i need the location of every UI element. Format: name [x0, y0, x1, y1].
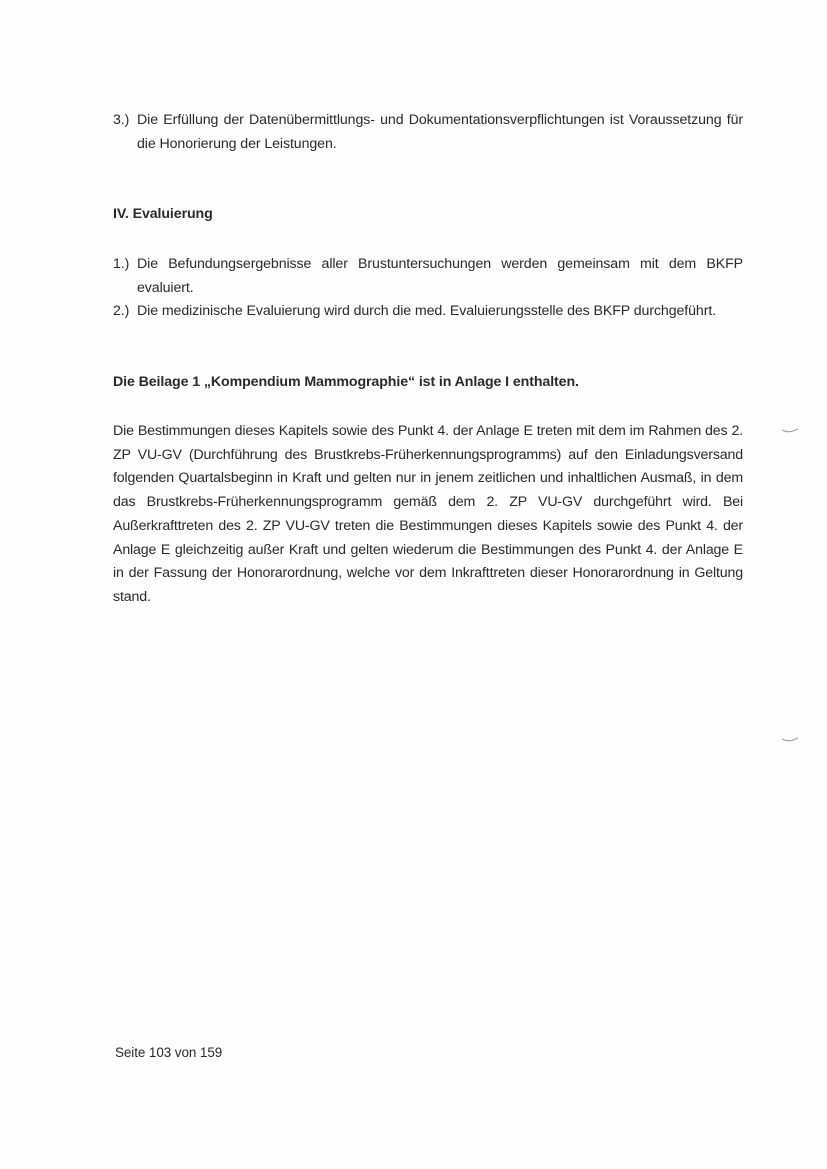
item-3-number: 3.) — [113, 112, 130, 128]
item-2-number: 2.) — [113, 303, 130, 319]
scan-mark — [781, 428, 799, 434]
bestimmungen-paragraph: Die Bestimmungen dieses Kapitels sowie des Punkt 4. der Anlage E treten mit dem im Rahmen des 2. ZP VU-GV (Durchführung des Brustkrebs-Früherkennungsprogramms) auf den Einladungsversand folgenden Quartalsbeginn in Kraft und gelten nur in jenem zeitlichen und inhaltlichen Ausmaß, in dem das Brustkrebs-Früherkennungsprogramm gemäß dem 2. ZP VU-GV durchgeführt wird. Bei Außerkrafttreten des 2. ZP VU-GV treten die Bestimmungen dieses Kapitels sowie des Punkt 4. der Anlage E gleichzeitig außer Kraft und gelten wiederum die Bestimmungen des Punkt 4. der Anlage E in der Fassung der Honorarordnung, welche vor dem Inkrafttreten dieser Honorarordnung in Geltung stand. — [113, 423, 743, 605]
item-1-text: Die Befundungsergebnisse aller Brustuntersuchungen werden gemeinsam mit dem BKFP evaluiert. — [137, 256, 743, 296]
scan-mark — [781, 737, 799, 743]
item-3 — [113, 109, 743, 156]
evaluierung-list — [113, 253, 743, 324]
page-number: Seite 103 von 159 — [115, 1045, 223, 1060]
item-2-text: Die medizinische Evaluierung wird durch die med. Evaluierungsstelle des BKFP durchgeführt. — [137, 303, 717, 319]
item-3-text: Die Erfüllung der Datenübermittlungs- und Dokumentationsverpflichtungen ist Voraussetzung für die Honorierung der Leistungen. — [137, 112, 743, 152]
evaluierung-item-2 — [113, 300, 743, 324]
evaluierung-item-1 — [113, 253, 743, 300]
section-heading-evaluierung: IV. Evaluierung — [113, 206, 213, 222]
item-1-number: 1.) — [113, 256, 130, 272]
beilage-heading: Die Beilage 1 „Kompendium Mammographie“ ist in Anlage I enthalten. — [113, 374, 579, 390]
